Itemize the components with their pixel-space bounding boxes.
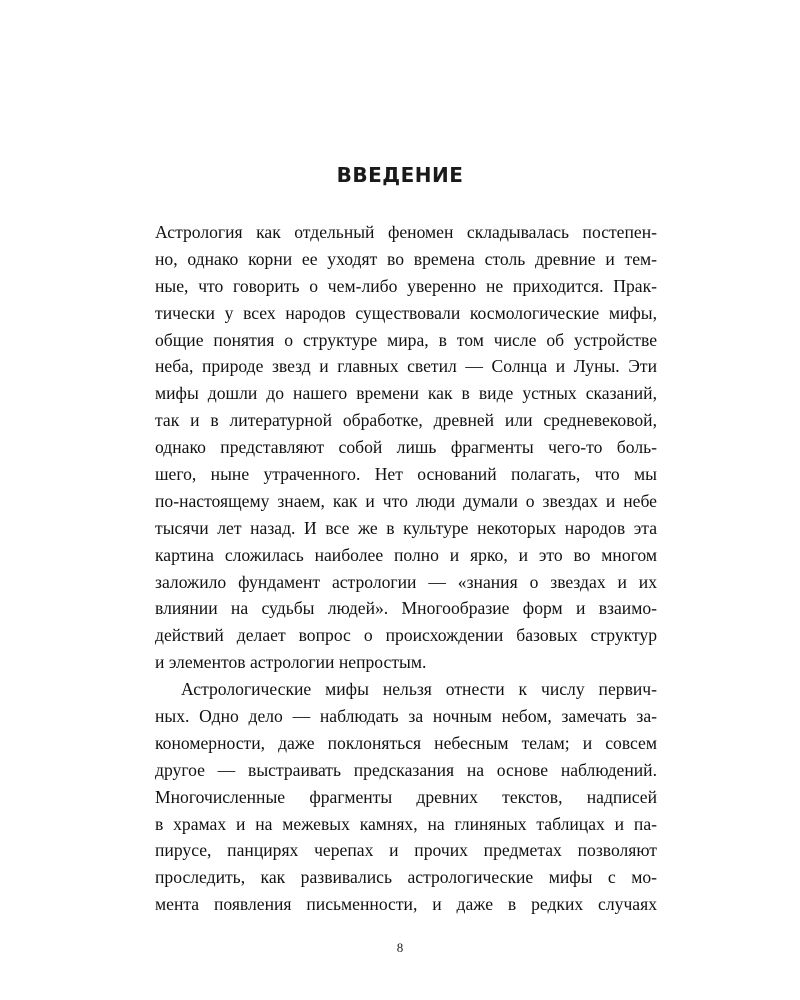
text-body [155,219,657,918]
text-line: Многочисленные фрагменты древних текстов, надписей [155,786,657,807]
text-line: и элементов астрологии непростым. [155,652,427,673]
text-line: но, однако корни ее уходят во времена столь древние и тем- [155,248,657,269]
text-line: общие понятия о структуре мира, в том числе об устройстве [155,329,657,350]
text-line: мента появления письменности, и даже в редких случаях [155,894,657,915]
text-line: заложило фундамент астрологии — «знания о звездах и их [155,571,657,592]
text-line: тически у всех народов существовали космологические мифы, [155,302,657,323]
text-line: в храмах и на межевых камнях, на глиняных таблицах и па- [155,813,657,834]
text-line: ных. Одно дело — наблюдать за ночным небом, замечать за- [155,706,657,727]
paragraph-1 [155,219,657,676]
paragraph-2 [155,676,657,918]
text-line: Астрологические мифы нельзя отнести к числу первич- [181,679,657,700]
text-line: ные, что говорить о чем-либо уверенно не приходится. Прак- [155,275,657,296]
text-line: Астрология как отдельный феномен складывалась постепен- [155,222,657,242]
text-line: мифы дошли до нашего времени как в виде устных сказаний, [155,383,657,404]
text-line: проследить, как развивались астрологические мифы с мо- [155,867,657,888]
text-line: действий делает вопрос о происхождении базовых структур [155,625,657,646]
text-line: однако представляют собой лишь фрагменты чего-то боль- [155,437,657,458]
text-line: другое — выстраивать предсказания на основе наблюдений. [155,759,657,780]
text-line: тысячи лет назад. И все же в культуре некоторых народов эта [155,517,657,538]
text-line: картина сложилась наиболее полно и ярко, и это во многом [155,544,657,565]
text-line: шего, ныне утраченного. Нет оснований полагать, что мы [155,464,657,485]
page-number: 8 [396,940,404,955]
text-line: кономерности, даже поклоняться небесным телам; и совсем [155,732,657,753]
text-line: влиянии на судьбы людей». Многообразие форм и взаимо- [155,598,657,619]
text-line: по-настоящему знаем, как и что люди думали о звездах и небе [155,490,657,511]
text-line: неба, природе звезд и главных светил — Солнца и Луны. Эти [155,356,657,377]
text-line: так и в литературной обработке, древней или средневековой, [155,410,657,431]
chapter-title: ВВЕДЕНИЕ [336,163,464,187]
text-line: пирусе, панцирях черепах и прочих предметах позволяют [155,840,657,861]
